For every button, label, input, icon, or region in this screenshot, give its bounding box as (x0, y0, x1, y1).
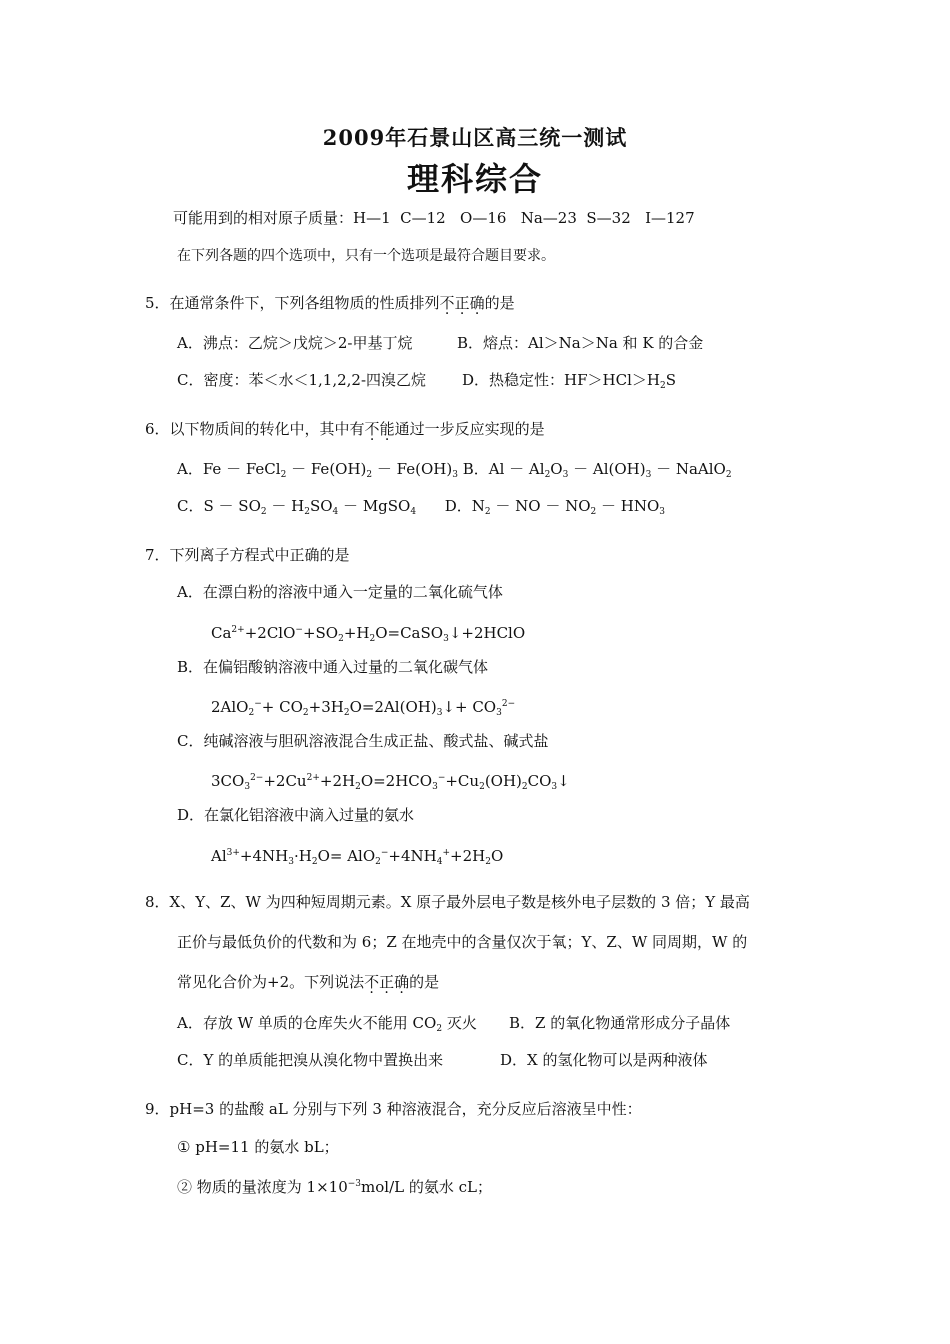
q6-options-ab: A．Fe － FeCl$_2$ － $Fe(OH)_2 - Fe(OH)_3$ B．$Al - Al_2O_3 - Al(OH)_3$ － NaAlO$_2$ (177, 460, 732, 480)
q5-emphasis-char: 确 (469, 294, 485, 312)
q7-equation-b: $2AlO_2^-+ CO_2+3H_2O=2Al(OH)_3↓+ CO_3^{2-}$ (211, 698, 516, 718)
q8-option-a: A．存放 W 单质的仓库失火不能用 $CO_2$ 灭火 (177, 1014, 477, 1034)
q7-equation-c: $3CO_3^{2-}+2Cu^{2+}+2H_2O=2HCO_3^-+Cu_2(OH)_2CO_3↓$ (211, 772, 570, 792)
q5-emphasis-char: 不 (439, 294, 455, 312)
q6-options-cd: C．$S - SO_2 - H_2SO_4$ － MgSO$_4$ D．$N_2$ － NO － $NO_2 - HNO_3$ (177, 497, 666, 517)
atomic-masses-note: 可能用到的相对原子质量：H—1 C—12 O—16 Na—23 S—32 I—127 (173, 209, 695, 227)
q7-equation-d: $Al^{3+}+4NH_3\cdot H_2O= AlO_2^-+4NH_4^++2H_2O$ (211, 847, 504, 867)
q6-stem-suffix: 通过一步反应实现的是 (394, 420, 545, 438)
q9-item-2: ② 物质的量浓度为 $1\times 10^{-3}mol/L$ 的氨水 cL； (177, 1178, 492, 1196)
q7-equation-a: $Ca^{2+}+2ClO^-+SO_2+H_2O=CaSO_3↓+2HClO$ (211, 624, 526, 644)
q6-emphasis-char: 不 (364, 420, 380, 438)
q5-option-b: B．熔点：Al＞Na＞Na 和 K 的合金 (457, 334, 704, 352)
question-8-line-3: 常见化合价为+2。下列说法不正确的是 (177, 973, 440, 991)
q8-emphasis-char: 不 (364, 973, 380, 991)
question-7-stem: 7．下列离子方程式中正确的是 (145, 546, 350, 564)
q8-option-b: B．Z 的氧化物通常形成分子晶体 (509, 1014, 731, 1032)
q8-option-c: C．Y 的单质能把溴从溴化物中置换出来 (177, 1051, 444, 1069)
page-title: 2009年石景山区高三统一测试 (322, 125, 628, 150)
q7-option-b: B．在偏铝酸钠溶液中通入过量的二氧化碳气体 (177, 658, 489, 676)
q7-option-d: D．在氯化铝溶液中滴入过量的氨水 (177, 806, 415, 824)
instruction-text: 在下列各题的四个选项中，只有一个选项是最符合题目要求。 (177, 248, 555, 264)
q5-stem-suffix: 的是 (484, 294, 515, 312)
q6-stem-prefix: 6．以下物质间的转化中，其中有 (145, 420, 365, 438)
q5-emphasis-char: 正 (454, 294, 470, 312)
q7-option-c: C．纯碱溶液与胆矾溶液混合生成正盐、酸式盐、碱式盐 (177, 732, 549, 750)
q8-emphasis-char: 确 (394, 973, 410, 991)
q7-option-a: A．在漂白粉的溶液中通入一定量的二氧化硫气体 (177, 583, 503, 601)
question-6-stem (145, 418, 545, 440)
q5-option-c: C．密度：苯＜水＜1,1,2,2-四溴乙烷 (177, 371, 427, 389)
page-subtitle: 理科综合 (406, 160, 543, 198)
q8-emphasis-char: 正 (379, 973, 395, 991)
question-8-line-2: 正价与最低负价的代数和为 6；Z 在地壳中的含量仅次于氧；Y、Z、W 同周期，W 的 (177, 933, 748, 951)
q6-emphasis-char: 能 (379, 420, 395, 438)
q5-stem-prefix: 5．在通常条件下，下列各组物质的性质排列 (145, 294, 440, 312)
question-5-stem (145, 292, 515, 314)
q8-option-d: D．X 的氢化物可以是两种液体 (500, 1051, 708, 1069)
question-9-stem: 9．pH=3 的盐酸 aL 分别与下列 3 种溶液混合，充分反应后溶液呈中性： (145, 1100, 642, 1118)
question-8-line-1: 8．X、Y、Z、W 为四种短周期元素。X 原子最外层电子数是核外电子层数的 3 倍；Y 最高 (145, 893, 750, 911)
q9-item-1: ① pH=11 的氨水 bL； (177, 1138, 339, 1156)
q5-option-a: A．沸点：乙烷＞戊烷＞2-甲基丁烷 (177, 334, 413, 352)
q5-option-d: D．热稳定性：$HF>HCl>H_2S$ (462, 371, 676, 391)
